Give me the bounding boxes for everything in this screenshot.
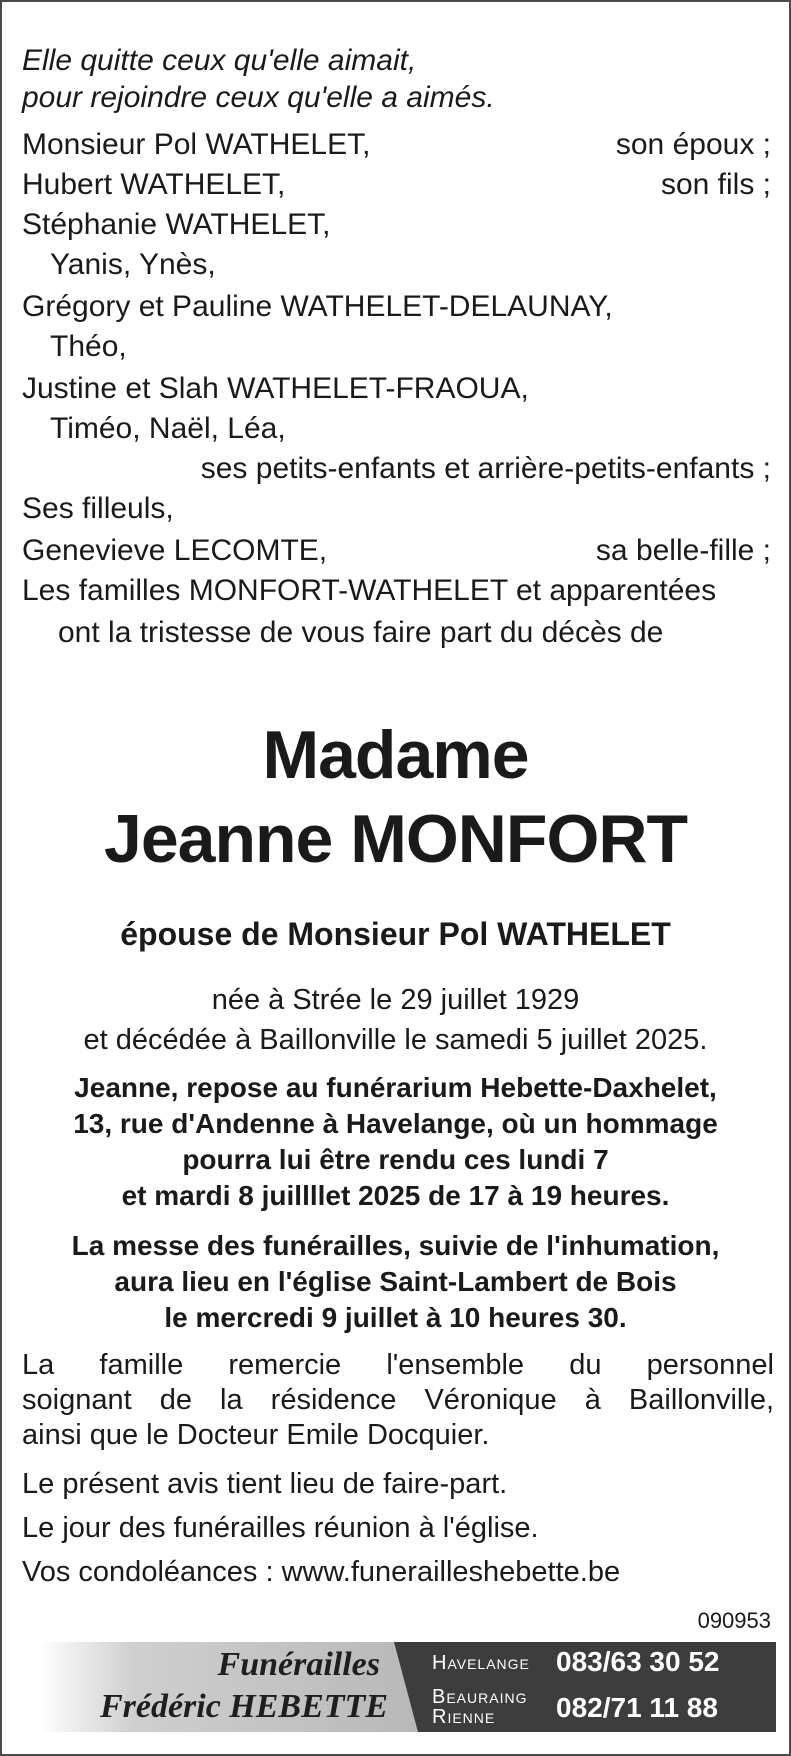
deceased-title: Madame bbox=[262, 717, 529, 793]
phone-havelange: 083/63 30 52 bbox=[556, 1646, 720, 1677]
brand-line-1: Funérailles bbox=[217, 1646, 380, 1683]
funerarium-line: 13, rue d'Andenne à Havelange, où un hommage bbox=[73, 1108, 718, 1139]
thanks-line: ainsi que le Docteur Emile Docquier. bbox=[22, 1419, 490, 1451]
brand-line-2: Frédéric HEBETTE bbox=[99, 1688, 388, 1725]
family-relation: son fils ; bbox=[660, 168, 771, 201]
family-row bbox=[22, 330, 771, 370]
announcement-text: ont la tristesse de vous faire part du décès de bbox=[58, 616, 664, 649]
thanks-line: soignant de la résidence Véronique à Baillonville, bbox=[22, 1384, 774, 1416]
death-line: et décédée à Baillonville le samedi 5 juillet 2025. bbox=[83, 1024, 708, 1056]
family-row bbox=[22, 248, 771, 288]
family-row bbox=[22, 208, 771, 248]
family-row-spouse bbox=[22, 128, 771, 168]
family-name: Théo, bbox=[50, 330, 127, 363]
spouse-line: épouse de Monsieur Pol WATHELET bbox=[120, 916, 671, 952]
phone-beauraing: 082/71 11 88 bbox=[556, 1692, 718, 1723]
family-relation: ses petits-enfants et arrière-petits-enfants ; bbox=[200, 452, 771, 485]
family-name: Justine et Slah WATHELET-FRAOUA, bbox=[22, 372, 529, 405]
family-row bbox=[22, 290, 771, 330]
family-row bbox=[22, 492, 771, 532]
funerarium-block bbox=[2, 1070, 789, 1214]
family-name: Ses filleuls, bbox=[22, 492, 174, 525]
condolences-line: Vos condoléances : www.funerailleshebette.be bbox=[22, 1556, 621, 1588]
epigraph-line-2: pour rejoindre ceux qu'elle a aimés. bbox=[22, 81, 495, 114]
reference-number: 090953 bbox=[697, 1608, 771, 1633]
town-rienne: Rienne bbox=[432, 1706, 496, 1728]
deceased-name: Jeanne MONFORT bbox=[104, 801, 687, 877]
family-relation: son époux ; bbox=[615, 128, 771, 161]
note-line: Le jour des funérailles réunion à l'église. bbox=[22, 1512, 539, 1544]
funerarium-line: pourra lui être rendu ces lundi 7 bbox=[182, 1144, 609, 1175]
funeral-home-banner bbox=[38, 1642, 776, 1732]
family-name: Hubert WATHELET, bbox=[22, 168, 286, 201]
town-beauraing: Beauraing bbox=[432, 1686, 528, 1708]
funeral-home-brand bbox=[38, 1642, 418, 1732]
family-row bbox=[22, 412, 771, 452]
mass-line: aura lieu en l'église Saint-Lambert de Bois bbox=[114, 1266, 677, 1297]
family-name: Stéphanie WATHELET, bbox=[22, 208, 331, 241]
mass-block bbox=[2, 1228, 789, 1336]
family-name: Genevieve LECOMTE, bbox=[22, 534, 328, 567]
funerarium-line: Jeanne, repose au funérarium Hebette-Daxhelet, bbox=[74, 1072, 717, 1103]
funerarium-line: et mardi 8 juillllet 2025 de 17 à 19 heures. bbox=[121, 1180, 670, 1211]
epigraph bbox=[22, 42, 762, 116]
announcement-line bbox=[2, 616, 789, 656]
family-name: Grégory et Pauline WATHELET-DELAUNAY, bbox=[22, 290, 613, 323]
family-name: Timéo, Naël, Léa, bbox=[50, 412, 286, 445]
note-line: Le présent avis tient lieu de faire-part. bbox=[22, 1468, 508, 1500]
epigraph-line-1: Elle quitte ceux qu'elle aimait, bbox=[22, 44, 417, 77]
town-havelange: Havelange bbox=[432, 1652, 530, 1674]
funeral-home-contacts bbox=[418, 1642, 776, 1732]
birth-line: née à Strée le 29 juillet 1929 bbox=[211, 984, 580, 1016]
family-row-daughter-in-law bbox=[22, 534, 771, 574]
family-row-son bbox=[22, 168, 771, 208]
mass-line: le mercredi 9 juillet à 10 heures 30. bbox=[164, 1302, 627, 1333]
family-name: Les familles MONFORT-WATHELET et apparentées bbox=[22, 574, 717, 607]
thanks-line: La famille remercie l'ensemble du personnel bbox=[22, 1349, 774, 1381]
family-row bbox=[22, 372, 771, 412]
family-relation: sa belle-fille ; bbox=[595, 534, 771, 567]
family-row bbox=[22, 574, 771, 614]
mass-line: La messe des funérailles, suivie de l'inhumation, bbox=[71, 1230, 720, 1261]
family-row-grandchildren bbox=[22, 452, 771, 492]
family-name: Yanis, Ynès, bbox=[50, 248, 216, 281]
thanks-paragraph bbox=[22, 1348, 774, 1453]
family-name: Monsieur Pol WATHELET, bbox=[22, 128, 371, 161]
